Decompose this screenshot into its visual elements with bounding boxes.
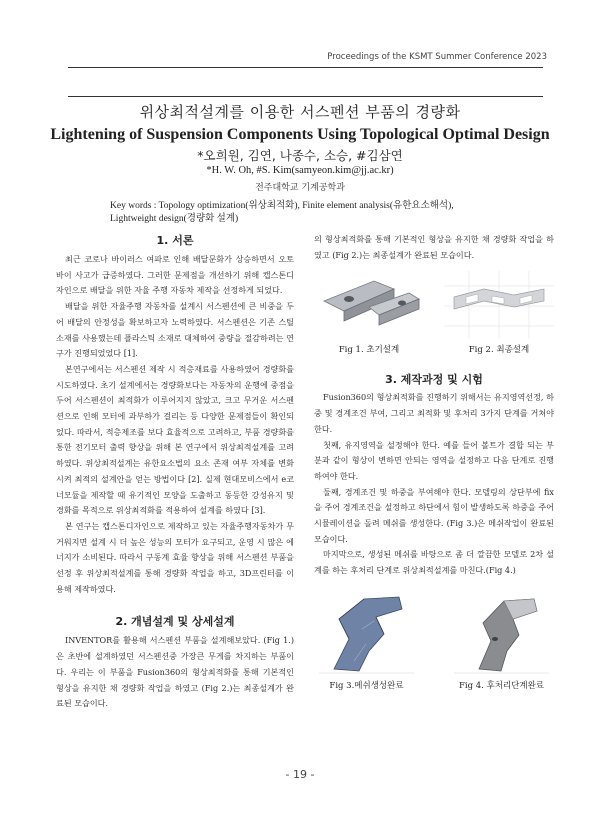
- section-heading-process: 3. 제작과정 및 시험: [385, 373, 483, 387]
- figure-2: [444, 271, 554, 355]
- final-design-image: [444, 271, 554, 339]
- affiliation: 전주대학교 기계공학과: [255, 183, 345, 193]
- right-column: [314, 232, 554, 691]
- section-heading-design: 2. 개념설계 및 상세설계: [115, 615, 235, 629]
- process-paragraph-1: Fusion360의 형상최적화를 진행하기 위해서는 유지영역선정, 하중 및 경계조건 부여, 그리고 최적화 및 후처리 3가지 단계를 거쳐야 한다.: [314, 392, 554, 434]
- section-heading-intro: 1. 서론: [156, 234, 194, 247]
- header-rule: [68, 67, 543, 68]
- figure-4: [449, 589, 554, 691]
- keywords: Key words : Topology optimization(위상최적화), Finite element analysis(유한요소해석), Lightweight design(경량화 설계): [110, 201, 454, 224]
- figure-2-caption: Fig 2. 최종설계: [468, 345, 530, 356]
- figure-row-2: [314, 589, 554, 691]
- design-continuation: 의 형상최적화를 통해 기본적인 형상을 유지한 채 경량화 작업을 하였고 (Fig 2.)는 최종설계가 완료된 모습이다.: [314, 234, 554, 260]
- initial-design-image: [314, 271, 424, 339]
- conference-header: Proceedings of the KSMT Summer Conference 2023: [327, 52, 547, 62]
- intro-paragraph-4: 본 연구는 캡스톤디자인으로 제작하고 있는 자율주행자동차가 무거워지면 설계 시 더 높은 성능의 모터가 요구되고, 운영 시 많은 에너지가 소비된다. 따라서 구동계 효율 향상을 위해 서스펜션 부품을 선정 후 위상최적설계를 통해 경량화 작업을 하고, 3D프린터를 이용해 제작하였다.: [56, 520, 294, 594]
- intro-paragraph-1: 최근 코로나 바이러스 여파로 인해 배달문화가 상승하면서 오토바이 사고가 급증하였다. 그러한 문제점을 개선하기 위해 캡스톤디자인으로 배달을 위한 자율 주행 자동차 제작을 선정하게 되었다.: [56, 254, 294, 296]
- mesh-result-image: [314, 589, 419, 675]
- title-rule-top: [68, 96, 543, 97]
- left-column: [56, 232, 294, 709]
- process-paragraph-4: 마지막으로, 생성된 메쉬를 바탕으로 좀 더 깔끔한 모델로 2차 설계를 하는 후처리 단계로 위상최적설계를 마친다.(Fig 4.): [314, 549, 554, 576]
- page-number: - 19 -: [285, 768, 315, 781]
- figure-3-caption: Fig 3.메쉬생성완료: [329, 680, 404, 691]
- authors-korean: *오희원, 김연, 나종수, 소승, #김삼연: [197, 148, 403, 163]
- process-paragraph-2: 첫째, 유지영역을 설정해야 한다. 예를 들어 볼트가 결합 되는 부분과 같이 형상이 변하면 안되는 영역을 설정하고 다음 단계로 진행하여야 한다.: [314, 439, 554, 481]
- intro-paragraph-2: 배달을 위한 자율주행 자동차를 설계시 서스펜션에 큰 비중을 두어 배달의 안정성을 확보하고자 노력하였다. 서스펜션은 기존 스틸소재를 사용했는데 플라스틱 소재로 대체하여 중량을 절감하려는 연구가 진행되었었다 [1].: [56, 301, 294, 359]
- figure-3: [314, 589, 419, 691]
- title-english: Lightening of Suspension Components Using Topological Optimal Design: [50, 126, 550, 143]
- figure-row-1: [314, 271, 554, 355]
- post-processed-image: [449, 589, 554, 675]
- design-paragraph-1: INVENTOR를 활용해 서스펜션 부품을 설계해보았다. (Fig 1.)은 초반에 설계하였던 서스펜션중 가장큰 무게를 차지하는 부품이다. 우리는 이 부품을 Fusion360의 형상최적화를 통해 기본적인 형상을 유지한 채 경량화 작업을 하였고 (Fig 2.)는 최종설계가 완료된 모습이다.: [56, 635, 294, 709]
- intro-paragraph-3: 본연구에서는 서스펜션 제작 시 적층재료를 사용하였어 경량화를 시도하였다. 초기 설계에서는 경량화보다는 자동차의 운행에 중점을 두어 서스펜션이 최적화가 이루어지지 않았고, 크고 무거운 서스펜션으로 인해 모터에 과부하가 걸리는 등 다양한 문제점들이 확인되었다. 따라서, 적층제조를 보다 효율적으로 고려하고, 부품 경량화를 통한 전기모터 출력 향상을 위해 본 연구에서 위상최적설계를 고려하였다. 위상최적설계는 유한요소법의 요소 존재 여부 자체를 변화시켜 최적의 설계안을 얻는 방법이다 [2]. 실제 현대모비스에서 e코너모듈을 제작할 때 유기적인 모양을 도출하고 동등한 강성유지 및 경화를 목적으로 위상최적화를 적용하여 설계를 하였다 [3].: [56, 363, 294, 516]
- process-paragraph-3: 둘째, 경계조건 및 하중을 부여해야 한다. 모델링의 상단부에 fix을 주어 경계조건을 설정하고 하단에서 힘이 발생하도록 하중을 주어 시뮬레이션을 돌려 메쉬를 생성한다. (Fig 3.)은 메쉬작업이 완료된 모습이다.: [314, 486, 554, 544]
- figure-1-caption: Fig 1. 초기설계: [338, 345, 400, 356]
- title-korean: 위상최적설계를 이용한 서스펜션 부품의 경량화: [139, 103, 461, 121]
- authors-english: *H. W. Oh, #S. Kim(samyeon.kim@jj.ac.kr): [206, 165, 394, 176]
- figure-1: [314, 271, 424, 355]
- figure-4-caption: Fig 4. 후처리단계완료: [458, 680, 545, 691]
